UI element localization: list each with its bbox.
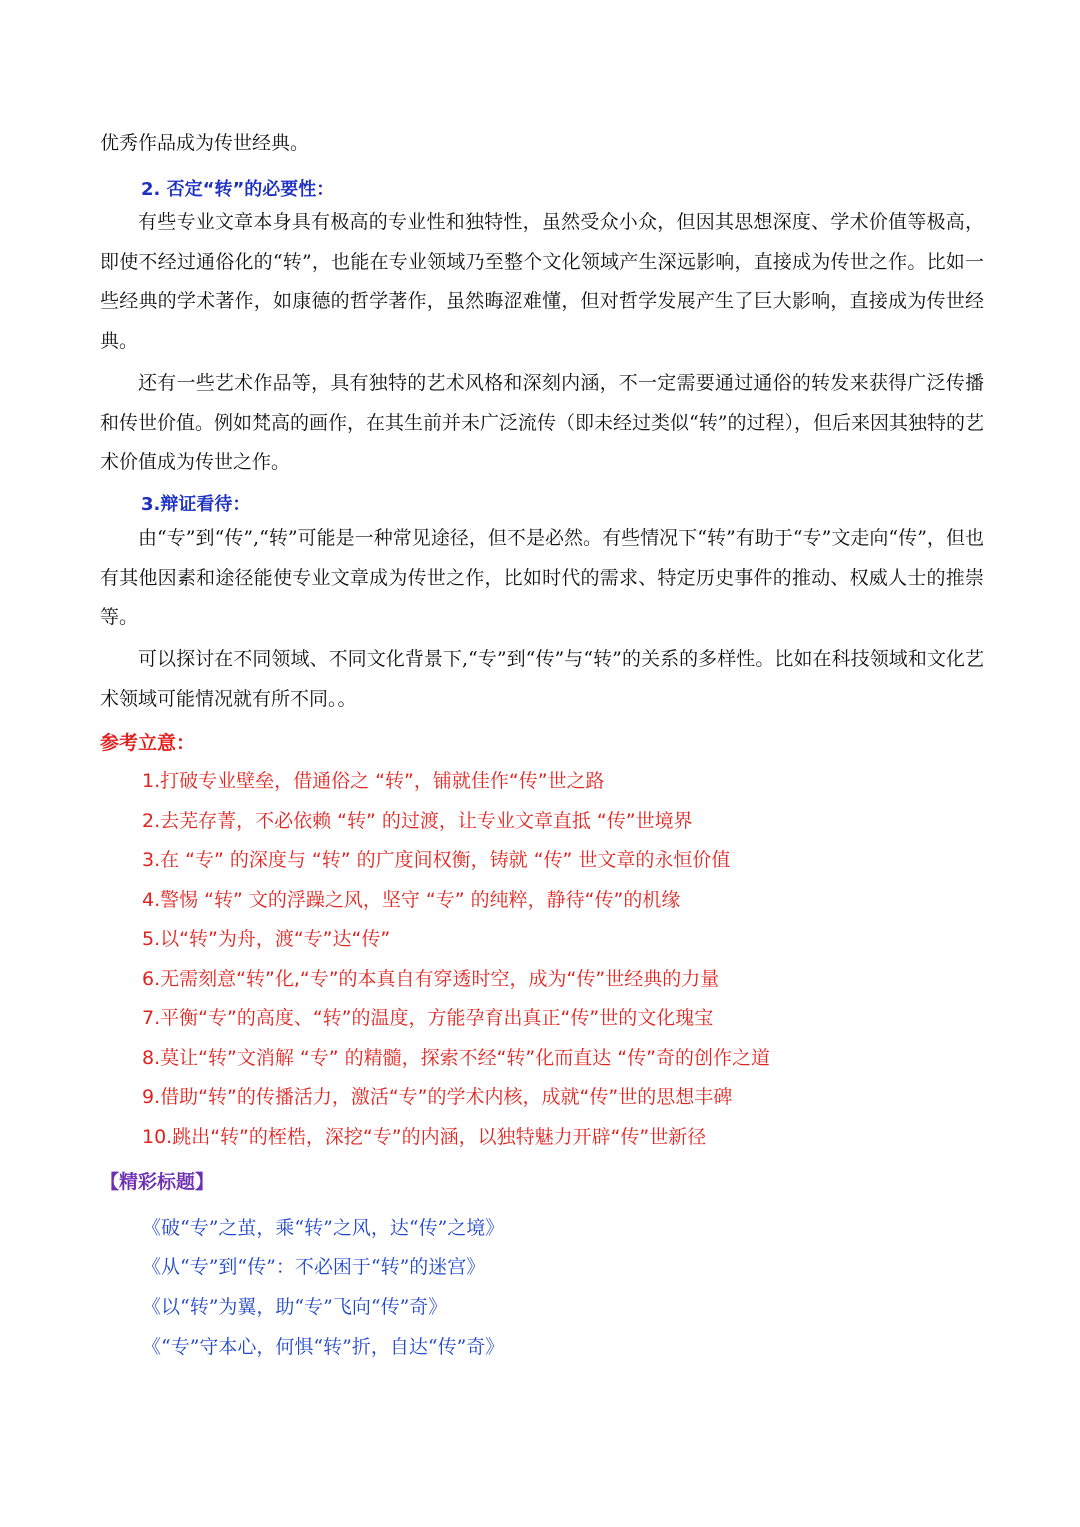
title-item: 《以“转”为翼，助“专”飞向“传”奇》 (142, 1296, 448, 1318)
reference-item: 3.在 “专” 的深度与 “转” 的广度间权衡，铸就 “传” 世文章的永恒价值 (142, 849, 731, 871)
reference-item: 1.打破专业壁垒，借通俗之 “转”，铺就佳作“传”世之路 (142, 770, 605, 792)
reference-item: 2.去芜存菁，不必依赖 “转” 的过渡，让专业文章直抵 “传”世境界 (142, 810, 693, 832)
section3-heading: 3.辩证看待： (141, 494, 251, 515)
title-item: 《破“专”之茧，乘“转”之风，达“传”之境》 (142, 1217, 505, 1239)
reference-item: 7.平衡“专”的高度、“转”的温度，方能孕育出真正“传”世的文化瑰宝 (142, 1007, 714, 1029)
section3-paragraph-1: 由“专”到“传”,“转”可能是一种常见途径，但不是必然。有些情况下“转”有助于“专”文走向“传”，但也有其他因素和途径能使专业文章成为传世之作，比如时代的需求、特定历史事件的推动、权威人士的推崇等。 (100, 527, 984, 628)
reference-item: 4.警惕 “转” 文的浮躁之风，坚守 “专” 的纯粹，静待“传”的机缘 (142, 889, 681, 911)
reference-heading: 参考立意： (100, 732, 196, 754)
reference-item: 10.跳出“转”的桎梏，深挖“专”的内涵，以独特魅力开辟“传”世新径 (142, 1126, 707, 1148)
reference-item: 6.无需刻意“转”化,“专”的本真自有穿透时空，成为“传”世经典的力量 (142, 968, 720, 990)
reference-item: 5.以“转”为舟，渡“专”达“传” (142, 928, 391, 950)
section2-heading: 2. 否定“转”的必要性： (141, 179, 335, 200)
reference-item: 8.莫让“转”文消解 “专” 的精髓，探索不经“转”化而直达 “传”奇的创作之道 (142, 1047, 770, 1069)
titles-heading: 【精彩标题】 (100, 1171, 215, 1193)
section2-paragraph-1: 有些专业文章本身具有极高的专业性和独特性，虽然受众小众，但因其思想深度、学术价值等极高，即使不经过通俗化的“转”，也能在专业领域乃至整个文化领域产生深远影响，直接成为传世之作。比如一些经典的学术著作，如康德的哲学著作，虽然晦涩难懂，但对哲学发展产生了巨大影响，直接成为传世经典。 (100, 211, 984, 352)
section2-paragraph-2: 还有一些艺术作品等，具有独特的艺术风格和深刻内涵，不一定需要通过通俗的转发来获得广泛传播和传世价值。例如梵高的画作，在其生前并未广泛流传（即未经过类似“转”的过程），但后来因其独特的艺术价值成为传世之作。 (100, 372, 984, 473)
continuation-text: 优秀作品成为传世经典。 (100, 132, 310, 154)
title-item: 《“专”守本心，何惧“转”折，自达“传”奇》 (142, 1336, 505, 1358)
reference-item: 9.借助“转”的传播活力，激活“专”的学术内核，成就“传”世的思想丰碑 (142, 1086, 733, 1108)
title-item: 《从“专”到“传”：不必困于“转”的迷宫》 (142, 1256, 486, 1278)
section3-paragraph-2: 可以探讨在不同领域、不同文化背景下,“专”到“传”与“转”的关系的多样性。比如在科技领域和文化艺术领域可能情况就有所不同。。 (100, 648, 984, 710)
